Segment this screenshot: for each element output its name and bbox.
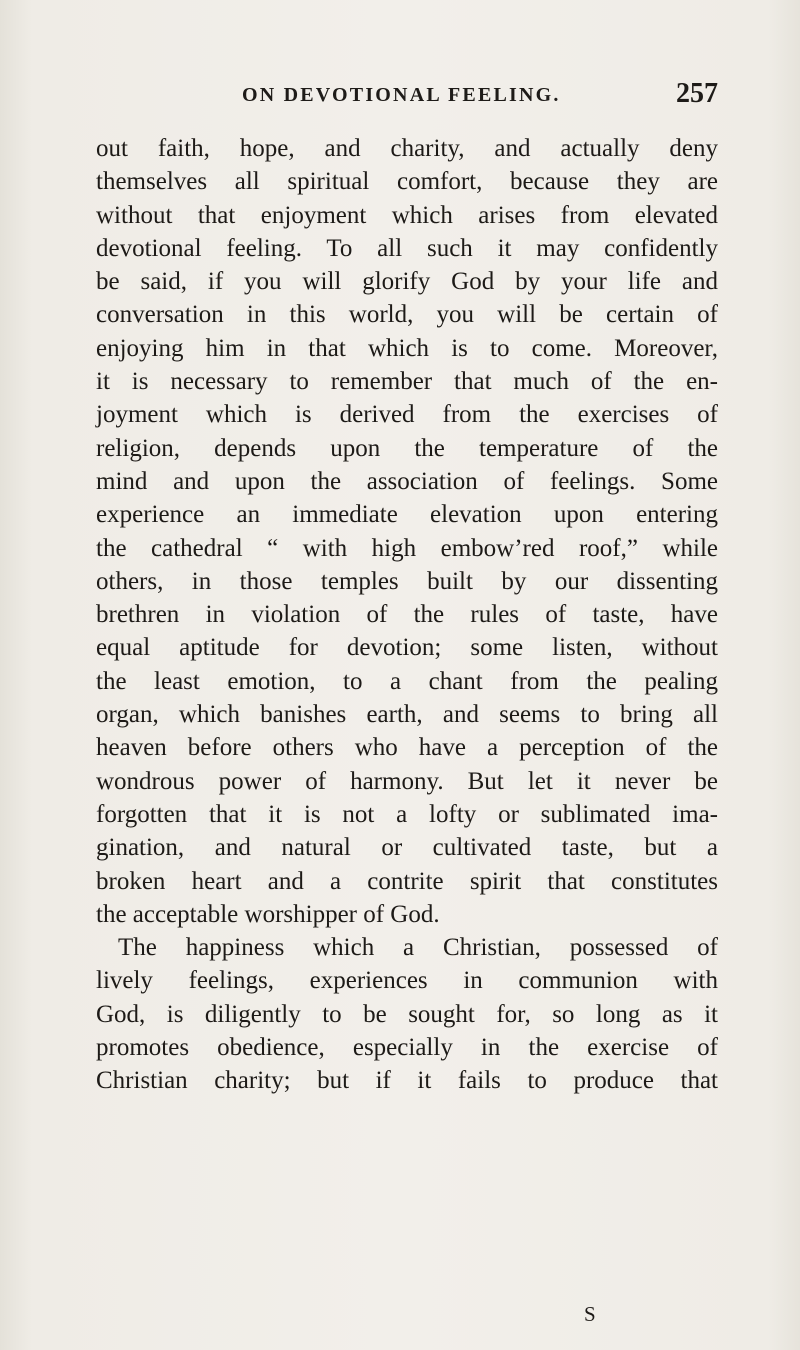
page-number: 257 [676, 78, 718, 109]
text-line: wondrous power of harmony. But let it never be [96, 767, 718, 795]
text-line: the least emotion, to a chant from the pealing [96, 667, 718, 695]
text-line: God, is diligently to be sought for, so long as it [96, 1000, 718, 1028]
text-line: devotional feeling. To all such it may confidently [96, 234, 718, 262]
text-line: broken heart and a contrite spirit that constitutes [96, 867, 718, 895]
text-line: gination, and natural or cultivated taste, but a [96, 834, 718, 862]
text-line: enjoying him in that which is to come. Moreover, [96, 334, 718, 362]
text-line: it is necessary to remember that much of the en- [96, 368, 718, 396]
text-line: promotes obedience, especially in the exercise of [96, 1034, 718, 1062]
text-line: brethren in violation of the rules of taste, have [96, 601, 718, 629]
body-text [96, 132, 718, 1098]
text-line: out faith, hope, and charity, and actually deny [96, 135, 718, 162]
text-line: experience an immediate elevation upon entering [96, 501, 718, 529]
text-line: mind and upon the association of feelings. Some [96, 467, 718, 495]
text-line: joyment which is derived from the exercises of [96, 401, 718, 429]
paragraph [96, 132, 718, 931]
text-line: Christian charity; but if it fails to produce that [96, 1067, 718, 1095]
text-line: themselves all spiritual comfort, because they are [96, 168, 718, 196]
running-title: ON DEVOTIONAL FEELING. [242, 84, 561, 106]
text-line: conversation in this world, you will be certain of [96, 301, 718, 329]
paragraph [96, 931, 718, 1097]
text-line: organ, which banishes earth, and seems to bring all [96, 701, 718, 729]
text-line: equal aptitude for devotion; some listen, without [96, 634, 718, 662]
text-line: the cathedral “ with high embow’red roof,” while [96, 534, 718, 562]
text-line: the acceptable worshipper of God. [96, 900, 440, 928]
text-line: forgotten that it is not a lofty or sublimated ima- [96, 800, 718, 828]
text-line: without that enjoyment which arises from elevated [96, 201, 718, 229]
running-head [96, 78, 718, 112]
text-line: heaven before others who have a perception of the [96, 734, 718, 762]
text-line: The happiness which a Christian, possessed of [118, 934, 718, 962]
text-line: religion, depends upon the temperature of the [96, 434, 718, 462]
text-line: lively feelings, experiences in communion with [96, 967, 718, 995]
signature-mark: S [584, 1302, 596, 1326]
text-line: be said, if you will glorify God by your life and [96, 268, 718, 296]
text-line: others, in those temples built by our dissenting [96, 567, 718, 595]
